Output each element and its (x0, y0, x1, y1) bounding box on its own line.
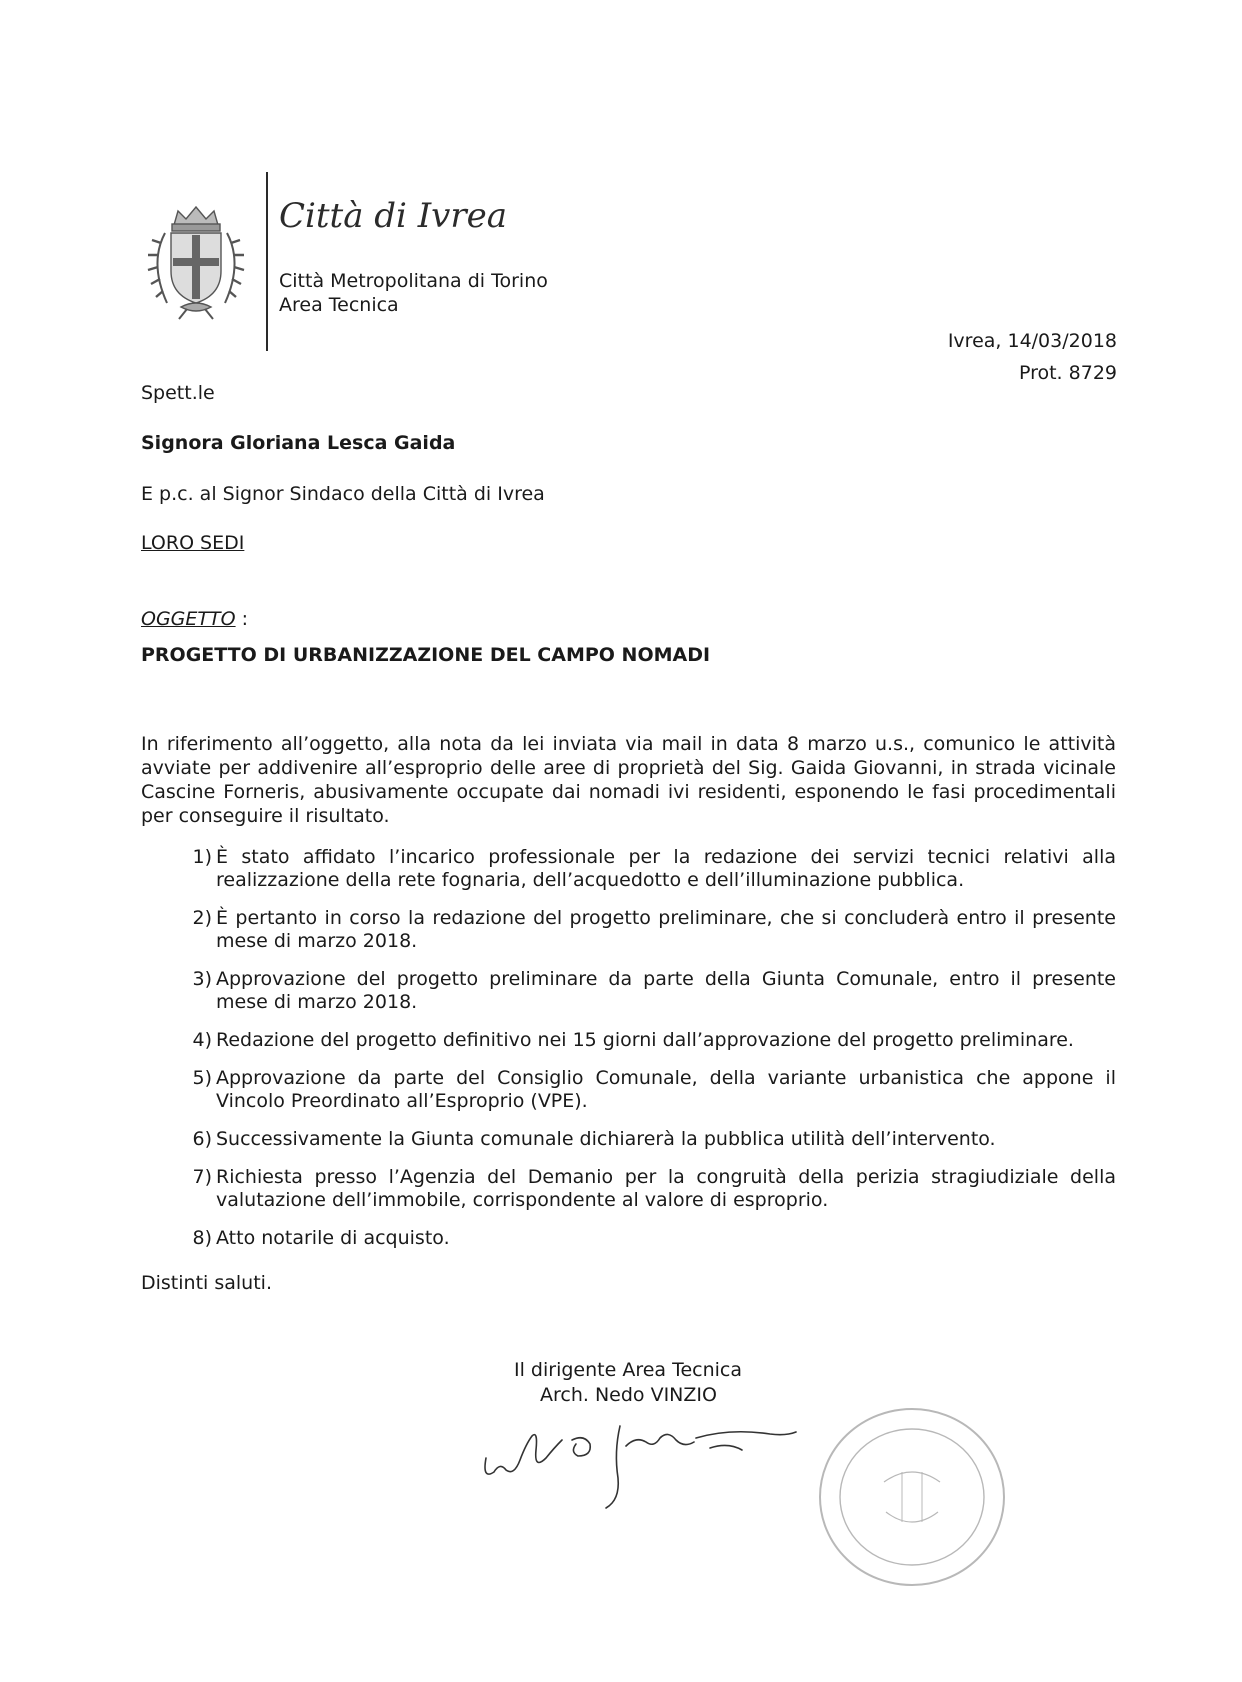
list-item (141, 968, 1116, 1014)
closing: Distinti saluti. (141, 1272, 272, 1294)
list-item (141, 1029, 1116, 1052)
city-crest-icon (141, 203, 251, 321)
body-intro: In riferimento all’oggetto, alla nota da lei inviata via mail in data 8 marzo u.s., comunico le attività avviate per addivenire all’esproprio delle aree di proprietà del Sig. Gaida Giovanni, in strada vicinale Cascine Forneris, abusivamente occupate dai nomadi ivi residenti, esponendo le fasi procedimentali per conseguire il risultato. (141, 733, 1116, 827)
list-text: È stato affidato l’incarico professionale per la redazione dei servizi tecnici relativi alla realizzazione della rete fognaria, dell’acquedotto e dell’illuminazione pubblica. (216, 846, 1116, 891)
list-text: Approvazione da parte del Consiglio Comunale, della variante urbanistica che appone il Vincolo Preordinato all’Esproprio (VPE). (216, 1067, 1116, 1112)
loro-sedi: LORO SEDI (141, 532, 245, 554)
recipient-name: Signora Gloriana Lesca Gaida (141, 432, 456, 454)
list-number: 3) (192, 968, 212, 990)
subject-title: PROGETTO DI URBANIZZAZIONE DEL CAMPO NOMADI (141, 644, 711, 666)
steps-list (141, 846, 1116, 1265)
list-item (141, 1067, 1116, 1113)
salutation: Spett.le (141, 382, 215, 404)
cc-line: E p.c. al Signor Sindaco della Città di Ivrea (141, 483, 545, 505)
list-item (141, 1166, 1116, 1212)
list-number: 6) (192, 1128, 212, 1150)
protocol-number: Prot. 8729 (1018, 362, 1117, 384)
list-number: 1) (192, 846, 212, 868)
header-line-2: Area Tecnica (279, 294, 399, 316)
list-item (141, 846, 1116, 892)
list-text: È pertanto in corso la redazione del progetto preliminare, che si concluderà entro il presente mese di marzo 2018. (216, 907, 1116, 952)
header-divider (266, 172, 268, 351)
subject-colon: : (235, 608, 249, 630)
list-item (141, 1227, 1116, 1250)
signatory-name: Arch. Nedo VINZIO (540, 1384, 717, 1406)
list-text: Redazione del progetto definitivo nei 15 giorni dall’approvazione del progetto preliminare. (216, 1029, 1074, 1051)
official-stamp-icon (814, 1402, 1010, 1592)
list-number: 5) (192, 1067, 212, 1089)
signatory-role: Il dirigente Area Tecnica (514, 1359, 743, 1381)
list-text: Successivamente la Giunta comunale dichiarerà la pubblica utilità dell’intervento. (216, 1128, 996, 1150)
list-number: 7) (192, 1166, 212, 1188)
list-item (141, 907, 1116, 953)
subject-label: OGGETTO (141, 608, 236, 630)
header-line-1: Città Metropolitana di Torino (279, 270, 548, 292)
city-name: Città di Ivrea (279, 196, 508, 236)
list-text: Approvazione del progetto preliminare da parte della Giunta Comunale, entro il presente mese di marzo 2018. (216, 968, 1116, 1013)
list-number: 8) (192, 1227, 212, 1249)
list-number: 2) (192, 907, 212, 929)
list-text: Richiesta presso l’Agenzia del Demanio per la congruità della perizia stragiudiziale della valutazione dell’immobile, corrispondente al valore di esproprio. (216, 1166, 1116, 1211)
handwritten-signature (480, 1400, 800, 1510)
list-item (141, 1128, 1116, 1151)
subject-label-line (141, 608, 248, 630)
list-number: 4) (192, 1029, 212, 1051)
list-text: Atto notarile di acquisto. (216, 1227, 450, 1249)
letter-date: Ivrea, 14/03/2018 (947, 330, 1117, 352)
